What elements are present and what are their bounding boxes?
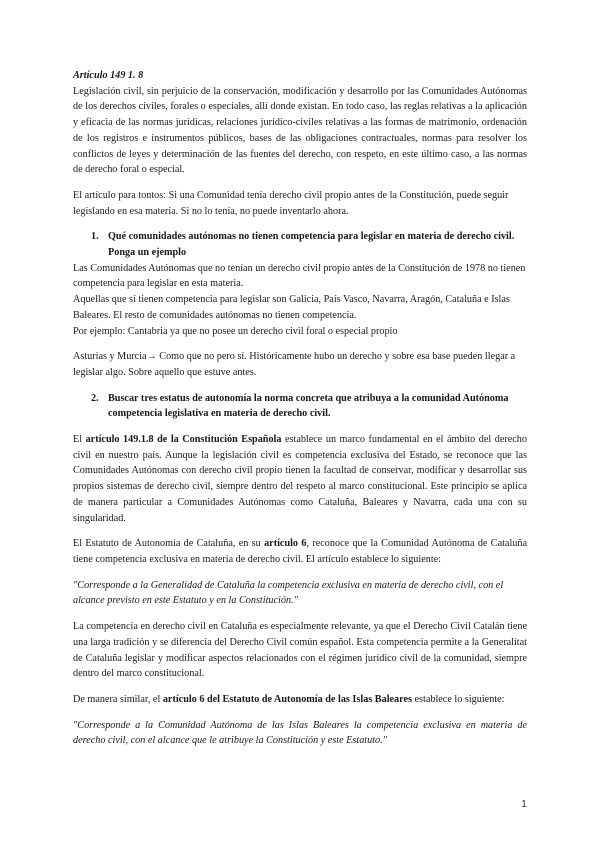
bold-text-run: artículo 149.1.8 de la Constitución Española bbox=[85, 434, 282, 446]
question-2-number: 2. bbox=[91, 392, 99, 404]
text-run: establece un marco fundamental en el ámbito del derecho civil en nuestro país. Aunque la legislación civil es competencia exclusiva del Estado, se reconoce que las Comunidades Autónomas con derecho civil propio tienen la facultad de conservar, modificar y desarrollar sus propios sistemas de derecho civil, siempre dentro del respeto al marco constitucional. Este principio se aplica de manera particular a Comunidades Autónomas como Cataluña, Baleares y Navarra, cada una con su singularidad. bbox=[73, 434, 527, 524]
text-run: El Estatuto de Autonomía de Cataluña, en su bbox=[73, 538, 265, 550]
quote-cataluna: "Corresponde a la Generalidad de Cataluña la competencia exclusiva en materia de derecho civil, con el alcance previsto en este Estatuto y en la Constitución." bbox=[73, 579, 504, 607]
dummies-note: El artículo para tontos: Si una Comunidad tenía derecho civil propio antes de la Constitución, puede seguir legislando en esa materia. Si no lo tenía, no puede inventarlo ahora. bbox=[73, 189, 509, 217]
question-1-line: Por ejemplo: Cantabria ya que no posee un derecho civil foral o especial propio bbox=[73, 325, 398, 337]
text-run: , reconoce que la Comunidad Autónoma de Cataluña tiene competencia exclusiva en materia de derecho civil. El artículo establece lo siguiente: bbox=[73, 538, 527, 565]
question-2-heading bbox=[73, 391, 527, 422]
article-text: Legislación civil, sin perjuicio de la conservación, modificación y desarrollo por las Comunidades Autónomas de los derechos civiles, forales o especiales, allí donde existan. En todo caso, las reglas relativas a la aplicación y eficacia de las normas jurídicas, relaciones jurídico-civiles relativas a las formas de matrimonio, ordenación de los registros e instrumentos públicos, bases de las obligaciones contractuales, normas para resolver los conflictos de leyes y determinación de las fuentes del derecho, con respeto, en este último caso, a las normas de derecho foral o especial. bbox=[73, 85, 527, 176]
document-page bbox=[73, 68, 527, 749]
text-run: establece lo siguiente: bbox=[411, 693, 505, 705]
bold-text-run: artículo 6 bbox=[264, 538, 307, 550]
question-1-line: Aquellas que sí tienen competencia para legislar son Galicia, País Vasco, Navarra, Aragón, Cataluña e Islas Baleares. El resto de comunidades autónomas no tienen competencia. bbox=[73, 294, 510, 321]
question-2-title: Buscar tres estatus de autonomía la norma concreta que atribuya a la comunidad Autónoma competencia legislativa en materia de derecho civil. bbox=[108, 392, 509, 420]
question-1-title: Qué comunidades autónomas no tienen competencia para legislar en materia de derecho civil. Ponga un ejemplo bbox=[108, 231, 515, 259]
bold-text-run: artículo 6 del Estatuto de Autonomía de las Islas Baleares bbox=[162, 693, 412, 705]
q2-paragraph-constitution bbox=[73, 432, 527, 526]
asturias-note: Asturias y Murcia→ Como que no pero sí. Históricamente hubo un derecho y sobre esa base pueden llegar a legislar algo. Sobre aquello que estuve antes. bbox=[73, 351, 516, 378]
article-title: Artículo 149 1. 8 bbox=[73, 70, 144, 81]
page-number: 1 bbox=[521, 798, 527, 810]
q2-paragraph-baleares bbox=[73, 692, 527, 708]
question-1-line: Las Comunidades Autónomas que no tenían un derecho civil propio antes de la Constitución de 1978 no tienen competencia para legislar en esta materia. bbox=[73, 262, 526, 290]
q2-paragraph-cataluna bbox=[73, 536, 527, 567]
question-1-number: 1. bbox=[91, 231, 99, 243]
text-run: De manera similar, el bbox=[73, 693, 163, 705]
text-run: El bbox=[73, 434, 86, 446]
question-1-heading bbox=[73, 229, 527, 260]
q2-paragraph-competencia: La competencia en derecho civil en Cataluña es especialmente relevante, ya que el Derecho Civil Catalán tiene una larga tradición y se diferencia del Derecho Civil común español. Esta competencia permite a la Generalitat de Cataluña legislar y modificar aspectos relacionados con el régimen jurídico civil de la comunidad, siempre dentro del marco constitucional. bbox=[73, 621, 527, 680]
quote-baleares: "Corresponde a la Comunidad Autónoma de las Islas Baleares la competencia exclusiva en materia de derecho civil, con el alcance que le atribuye la Constitución y este Estatuto." bbox=[73, 719, 527, 747]
